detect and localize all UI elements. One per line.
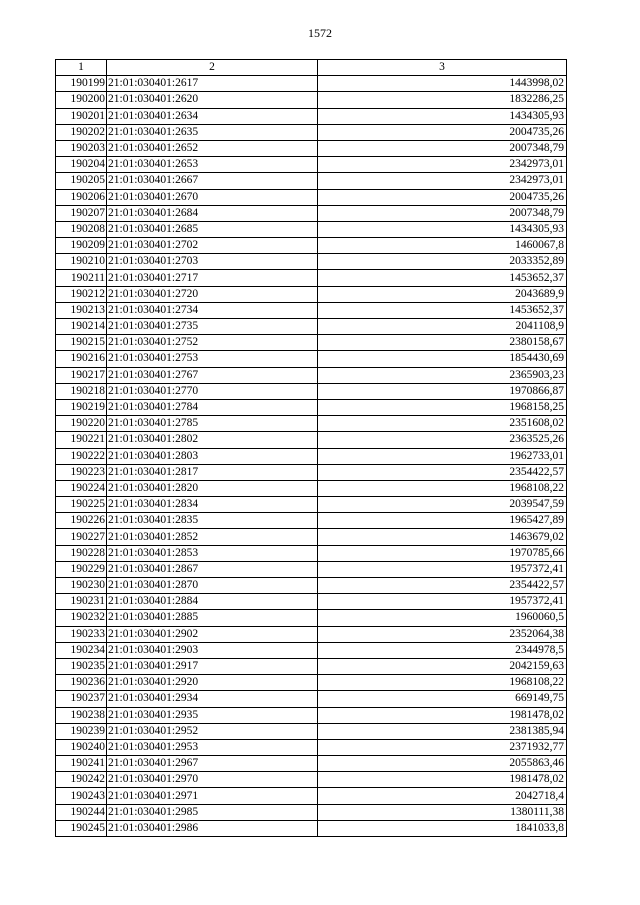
table-row bbox=[56, 399, 567, 415]
row-number-cell: 190200 bbox=[56, 92, 107, 108]
cadastral-value-cell: 1453652,37 bbox=[318, 270, 567, 286]
cadastral-value-cell: 2381385,94 bbox=[318, 723, 567, 739]
table-row bbox=[56, 691, 567, 707]
cadastral-value-cell: 1965427,89 bbox=[318, 513, 567, 529]
cadastral-value-cell: 2042159,63 bbox=[318, 658, 567, 674]
row-number-cell: 190233 bbox=[56, 626, 107, 642]
cadastral-number-cell: 21:01:030401:2784 bbox=[107, 399, 318, 415]
cadastral-number-cell: 21:01:030401:2853 bbox=[107, 545, 318, 561]
row-number-cell: 190228 bbox=[56, 545, 107, 561]
table-row bbox=[56, 367, 567, 383]
cadastral-number-cell: 21:01:030401:2670 bbox=[107, 189, 318, 205]
column-header-1: 1 bbox=[56, 60, 107, 76]
row-number-cell: 190212 bbox=[56, 286, 107, 302]
cadastral-number-cell: 21:01:030401:2920 bbox=[107, 675, 318, 691]
cadastral-value-cell: 1970866,87 bbox=[318, 383, 567, 399]
row-number-cell: 190218 bbox=[56, 383, 107, 399]
cadastral-value-table bbox=[55, 59, 567, 837]
cadastral-number-cell: 21:01:030401:2953 bbox=[107, 739, 318, 755]
row-number-cell: 190245 bbox=[56, 820, 107, 836]
cadastral-value-cell: 2042718,4 bbox=[318, 788, 567, 804]
cadastral-value-cell: 1960060,5 bbox=[318, 610, 567, 626]
table-row bbox=[56, 108, 567, 124]
row-number-cell: 190206 bbox=[56, 189, 107, 205]
cadastral-number-cell: 21:01:030401:2720 bbox=[107, 286, 318, 302]
row-number-cell: 190216 bbox=[56, 351, 107, 367]
table-row bbox=[56, 788, 567, 804]
table-row bbox=[56, 513, 567, 529]
cadastral-number-cell: 21:01:030401:2970 bbox=[107, 772, 318, 788]
cadastral-number-cell: 21:01:030401:2735 bbox=[107, 319, 318, 335]
row-number-cell: 190234 bbox=[56, 642, 107, 658]
cadastral-number-cell: 21:01:030401:2702 bbox=[107, 238, 318, 254]
cadastral-value-cell: 2007348,79 bbox=[318, 205, 567, 221]
row-number-cell: 190226 bbox=[56, 513, 107, 529]
cadastral-number-cell: 21:01:030401:2971 bbox=[107, 788, 318, 804]
table-row bbox=[56, 756, 567, 772]
table-row bbox=[56, 723, 567, 739]
cadastral-number-cell: 21:01:030401:2684 bbox=[107, 205, 318, 221]
row-number-cell: 190236 bbox=[56, 675, 107, 691]
row-number-cell: 190243 bbox=[56, 788, 107, 804]
row-number-cell: 190214 bbox=[56, 319, 107, 335]
table-row bbox=[56, 238, 567, 254]
column-header-2: 2 bbox=[107, 60, 318, 76]
row-number-cell: 190213 bbox=[56, 302, 107, 318]
cadastral-value-cell: 2344978,5 bbox=[318, 642, 567, 658]
cadastral-number-cell: 21:01:030401:2635 bbox=[107, 124, 318, 140]
page-number: 1572 bbox=[308, 26, 332, 40]
row-number-cell: 190231 bbox=[56, 594, 107, 610]
row-number-cell: 190239 bbox=[56, 723, 107, 739]
row-number-cell: 190199 bbox=[56, 76, 107, 92]
row-number-cell: 190220 bbox=[56, 416, 107, 432]
table-row bbox=[56, 480, 567, 496]
row-number-cell: 190217 bbox=[56, 367, 107, 383]
cadastral-number-cell: 21:01:030401:2834 bbox=[107, 497, 318, 513]
table-row bbox=[56, 594, 567, 610]
table-row bbox=[56, 739, 567, 755]
table-row bbox=[56, 497, 567, 513]
table-row bbox=[56, 124, 567, 140]
row-number-cell: 190223 bbox=[56, 464, 107, 480]
row-number-cell: 190222 bbox=[56, 448, 107, 464]
cadastral-value-cell: 2365903,23 bbox=[318, 367, 567, 383]
row-number-cell: 190237 bbox=[56, 691, 107, 707]
table-row bbox=[56, 545, 567, 561]
cadastral-number-cell: 21:01:030401:2620 bbox=[107, 92, 318, 108]
table-row bbox=[56, 383, 567, 399]
cadastral-number-cell: 21:01:030401:2634 bbox=[107, 108, 318, 124]
row-number-cell: 190240 bbox=[56, 739, 107, 755]
table-header-row bbox=[56, 60, 567, 76]
table-row bbox=[56, 610, 567, 626]
cadastral-value-cell: 1832286,25 bbox=[318, 92, 567, 108]
cadastral-value-cell: 1981478,02 bbox=[318, 772, 567, 788]
row-number-cell: 190209 bbox=[56, 238, 107, 254]
table-row bbox=[56, 707, 567, 723]
table-row bbox=[56, 286, 567, 302]
row-number-cell: 190205 bbox=[56, 173, 107, 189]
cadastral-value-cell: 1968108,22 bbox=[318, 480, 567, 496]
row-number-cell: 190207 bbox=[56, 205, 107, 221]
cadastral-value-cell: 1463679,02 bbox=[318, 529, 567, 545]
table-row bbox=[56, 804, 567, 820]
row-number-cell: 190244 bbox=[56, 804, 107, 820]
cadastral-number-cell: 21:01:030401:2967 bbox=[107, 756, 318, 772]
cadastral-value-cell: 2043689,9 bbox=[318, 286, 567, 302]
cadastral-number-cell: 21:01:030401:2685 bbox=[107, 221, 318, 237]
row-number-cell: 190219 bbox=[56, 399, 107, 415]
cadastral-value-cell: 2363525,26 bbox=[318, 432, 567, 448]
row-number-cell: 190221 bbox=[56, 432, 107, 448]
table-row bbox=[56, 642, 567, 658]
cadastral-number-cell: 21:01:030401:2820 bbox=[107, 480, 318, 496]
table-row bbox=[56, 820, 567, 836]
cadastral-value-cell: 1434305,93 bbox=[318, 108, 567, 124]
column-header-3: 3 bbox=[318, 60, 567, 76]
row-number-cell: 190201 bbox=[56, 108, 107, 124]
cadastral-number-cell: 21:01:030401:2902 bbox=[107, 626, 318, 642]
cadastral-number-cell: 21:01:030401:2903 bbox=[107, 642, 318, 658]
row-number-cell: 190241 bbox=[56, 756, 107, 772]
table-row bbox=[56, 448, 567, 464]
cadastral-number-cell: 21:01:030401:2652 bbox=[107, 140, 318, 156]
cadastral-value-cell: 2033352,89 bbox=[318, 254, 567, 270]
cadastral-number-cell: 21:01:030401:2703 bbox=[107, 254, 318, 270]
cadastral-number-cell: 21:01:030401:2870 bbox=[107, 578, 318, 594]
table-row bbox=[56, 578, 567, 594]
table-row bbox=[56, 626, 567, 642]
table-row bbox=[56, 302, 567, 318]
cadastral-number-cell: 21:01:030401:2734 bbox=[107, 302, 318, 318]
cadastral-value-cell: 1854430,69 bbox=[318, 351, 567, 367]
table-row bbox=[56, 173, 567, 189]
row-number-cell: 190203 bbox=[56, 140, 107, 156]
table-row bbox=[56, 92, 567, 108]
cadastral-number-cell: 21:01:030401:2985 bbox=[107, 804, 318, 820]
cadastral-value-cell: 1380111,38 bbox=[318, 804, 567, 820]
table-row bbox=[56, 464, 567, 480]
table-row bbox=[56, 416, 567, 432]
cadastral-value-cell: 1962733,01 bbox=[318, 448, 567, 464]
cadastral-value-cell: 1460067,8 bbox=[318, 238, 567, 254]
cadastral-number-cell: 21:01:030401:2617 bbox=[107, 76, 318, 92]
row-number-cell: 190204 bbox=[56, 157, 107, 173]
cadastral-number-cell: 21:01:030401:2934 bbox=[107, 691, 318, 707]
cadastral-value-cell: 1453652,37 bbox=[318, 302, 567, 318]
row-number-cell: 190215 bbox=[56, 335, 107, 351]
row-number-cell: 190229 bbox=[56, 561, 107, 577]
table-row bbox=[56, 658, 567, 674]
cadastral-value-cell: 1970785,66 bbox=[318, 545, 567, 561]
cadastral-value-cell: 1434305,93 bbox=[318, 221, 567, 237]
cadastral-value-cell: 2039547,59 bbox=[318, 497, 567, 513]
row-number-cell: 190202 bbox=[56, 124, 107, 140]
cadastral-number-cell: 21:01:030401:2884 bbox=[107, 594, 318, 610]
cadastral-value-cell: 1968108,22 bbox=[318, 675, 567, 691]
row-number-cell: 190210 bbox=[56, 254, 107, 270]
row-number-cell: 190225 bbox=[56, 497, 107, 513]
table-row bbox=[56, 351, 567, 367]
cadastral-number-cell: 21:01:030401:2817 bbox=[107, 464, 318, 480]
row-number-cell: 190242 bbox=[56, 772, 107, 788]
cadastral-value-cell: 2007348,79 bbox=[318, 140, 567, 156]
cadastral-number-cell: 21:01:030401:2785 bbox=[107, 416, 318, 432]
cadastral-value-cell: 2354422,57 bbox=[318, 464, 567, 480]
cadastral-value-cell: 1968158,25 bbox=[318, 399, 567, 415]
cadastral-number-cell: 21:01:030401:2835 bbox=[107, 513, 318, 529]
cadastral-number-cell: 21:01:030401:2952 bbox=[107, 723, 318, 739]
cadastral-value-cell: 2352064,38 bbox=[318, 626, 567, 642]
table-row bbox=[56, 157, 567, 173]
cadastral-number-cell: 21:01:030401:2802 bbox=[107, 432, 318, 448]
table-row bbox=[56, 529, 567, 545]
row-number-cell: 190224 bbox=[56, 480, 107, 496]
cadastral-value-cell: 2342973,01 bbox=[318, 173, 567, 189]
cadastral-value-cell: 2351608,02 bbox=[318, 416, 567, 432]
table-row bbox=[56, 335, 567, 351]
cadastral-value-cell: 1957372,41 bbox=[318, 594, 567, 610]
cadastral-value-cell: 2004735,26 bbox=[318, 124, 567, 140]
cadastral-value-cell: 1841033,8 bbox=[318, 820, 567, 836]
row-number-cell: 190235 bbox=[56, 658, 107, 674]
cadastral-number-cell: 21:01:030401:2852 bbox=[107, 529, 318, 545]
cadastral-value-cell: 2041108,9 bbox=[318, 319, 567, 335]
table-row bbox=[56, 189, 567, 205]
table-row bbox=[56, 254, 567, 270]
cadastral-number-cell: 21:01:030401:2653 bbox=[107, 157, 318, 173]
cadastral-number-cell: 21:01:030401:2917 bbox=[107, 658, 318, 674]
cadastral-number-cell: 21:01:030401:2770 bbox=[107, 383, 318, 399]
row-number-cell: 190227 bbox=[56, 529, 107, 545]
cadastral-number-cell: 21:01:030401:2717 bbox=[107, 270, 318, 286]
table-row bbox=[56, 76, 567, 92]
cadastral-value-cell: 2371932,77 bbox=[318, 739, 567, 755]
table-body bbox=[56, 76, 567, 837]
cadastral-value-cell: 1443998,02 bbox=[318, 76, 567, 92]
row-number-cell: 190238 bbox=[56, 707, 107, 723]
cadastral-number-cell: 21:01:030401:2767 bbox=[107, 367, 318, 383]
cadastral-number-cell: 21:01:030401:2867 bbox=[107, 561, 318, 577]
table-row bbox=[56, 432, 567, 448]
cadastral-value-cell: 2380158,67 bbox=[318, 335, 567, 351]
cadastral-number-cell: 21:01:030401:2885 bbox=[107, 610, 318, 626]
cadastral-number-cell: 21:01:030401:2986 bbox=[107, 820, 318, 836]
cadastral-value-cell: 1957372,41 bbox=[318, 561, 567, 577]
cadastral-number-cell: 21:01:030401:2803 bbox=[107, 448, 318, 464]
table-row bbox=[56, 221, 567, 237]
cadastral-value-cell: 2055863,46 bbox=[318, 756, 567, 772]
cadastral-value-cell: 2354422,57 bbox=[318, 578, 567, 594]
table-row bbox=[56, 675, 567, 691]
cadastral-number-cell: 21:01:030401:2667 bbox=[107, 173, 318, 189]
table-row bbox=[56, 319, 567, 335]
row-number-cell: 190232 bbox=[56, 610, 107, 626]
cadastral-value-cell: 2004735,26 bbox=[318, 189, 567, 205]
table-row bbox=[56, 140, 567, 156]
table-row bbox=[56, 561, 567, 577]
cadastral-number-cell: 21:01:030401:2753 bbox=[107, 351, 318, 367]
row-number-cell: 190208 bbox=[56, 221, 107, 237]
cadastral-value-cell: 1981478,02 bbox=[318, 707, 567, 723]
cadastral-value-cell: 669149,75 bbox=[318, 691, 567, 707]
cadastral-number-cell: 21:01:030401:2935 bbox=[107, 707, 318, 723]
cadastral-value-cell: 2342973,01 bbox=[318, 157, 567, 173]
table-row bbox=[56, 205, 567, 221]
row-number-cell: 190230 bbox=[56, 578, 107, 594]
table-row bbox=[56, 270, 567, 286]
table-row bbox=[56, 772, 567, 788]
cadastral-number-cell: 21:01:030401:2752 bbox=[107, 335, 318, 351]
row-number-cell: 190211 bbox=[56, 270, 107, 286]
